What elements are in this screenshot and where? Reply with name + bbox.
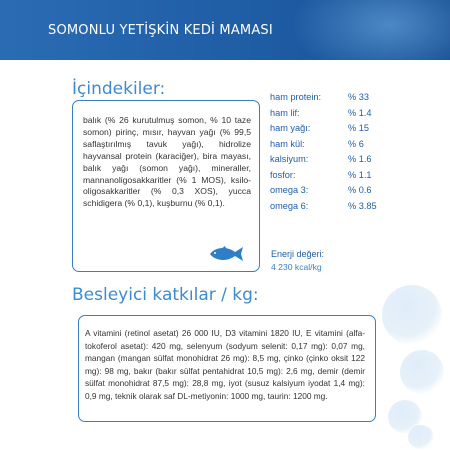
analysis-label: fosfor: bbox=[270, 169, 296, 180]
analysis-row bbox=[270, 108, 380, 124]
analysis-value: % 1.1 bbox=[348, 169, 372, 180]
header-glow bbox=[290, 0, 450, 60]
energy-value: 4 230 kcal/kg bbox=[271, 262, 322, 272]
analysis-label: omega 3: bbox=[270, 185, 309, 195]
additives-title: Besleyici katkılar / kg: bbox=[72, 285, 259, 305]
decorative-bubble bbox=[382, 285, 442, 345]
analysis-label: ham kül: bbox=[270, 138, 305, 149]
analysis-label: ham protein: bbox=[270, 92, 322, 102]
decorative-bubble bbox=[400, 350, 444, 394]
analysis-row bbox=[270, 123, 380, 139]
additives-box bbox=[78, 315, 376, 422]
analysis-value: % 33 bbox=[348, 92, 369, 102]
ingredients-text: balık (% 26 kurutulmuş somon, % 10 taze somon) pirinç, mısır, hayvan yağı (% 99,5 saflaştırılmış tavuk yağı), hidrolize hayvansal protein (karaciğer), bira mayası, balık yağı (somon yağı), mineraller, mannanoligosakkaritler (% 1 MOS), ksilo-oligosakkaritler (% 0,3 XOS), yucca schidigera (% 0,1), kuşburnu (% 0,1). bbox=[83, 115, 251, 209]
analysis-row bbox=[270, 92, 380, 108]
ingredients-title: İçindekiler: bbox=[72, 79, 166, 99]
analysis-row bbox=[270, 185, 380, 201]
analysis-row bbox=[270, 154, 380, 170]
analysis-row bbox=[270, 170, 380, 186]
fish-icon bbox=[207, 245, 245, 263]
analysis-value: % 0.6 bbox=[348, 185, 372, 195]
energy-label: Enerji değeri: bbox=[271, 249, 325, 259]
analysis-value: % 3.85 bbox=[348, 200, 377, 211]
decorative-bubble bbox=[408, 425, 434, 449]
analysis-label: ham lif: bbox=[270, 107, 300, 118]
analysis-list bbox=[270, 92, 380, 216]
ingredients-box bbox=[72, 100, 260, 272]
analysis-value: % 15 bbox=[348, 123, 369, 133]
page-title: SOMONLU YETİŞKİN KEDİ MAMASI bbox=[48, 23, 273, 38]
analysis-row bbox=[270, 139, 380, 155]
analysis-value: % 6 bbox=[348, 138, 364, 149]
analysis-label: kalsiyum: bbox=[270, 154, 309, 164]
analysis-label: ham yağı: bbox=[270, 123, 311, 133]
analysis-value: % 1.4 bbox=[348, 107, 372, 118]
analysis-row bbox=[270, 201, 380, 217]
analysis-value: % 1.6 bbox=[348, 154, 372, 164]
analysis-label: omega 6: bbox=[270, 200, 309, 211]
header-banner bbox=[0, 0, 450, 60]
additives-text: A vitamini (retinol asetat) 26 000 IU, D3 vitamini 1820 IU, E vitamini (alfa-tokoferol asetat): 420 mg, selenyum (sodyum selenit: 0,17 mg): 0,07 mg, mangan (mangan sülfat monohidrat 26 mg): 8,5 mg, çinko (çinko oksit 122 mg): 98 mg, bakır (bakır sülfat pentahidrat 10,5 mg): 2,6 mg, demir (demir sülfat monohidrat 87,5 mg): 28,8 mg, iyot (susuz kalsiyum iyodat 1,4 mg): 0,9 mg, teknik olarak saf DL-metiyonin: 1000 mg, taurin: 1200 mg. bbox=[85, 328, 365, 401]
